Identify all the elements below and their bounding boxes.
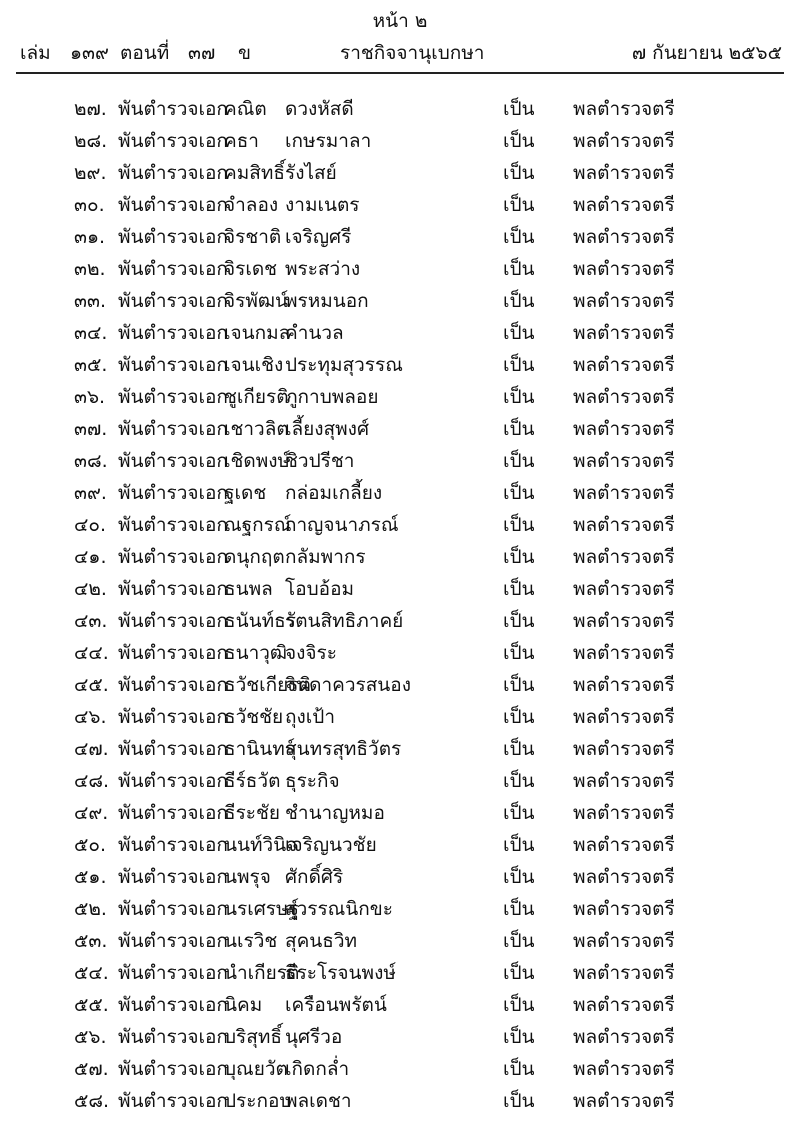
new-rank: พลตำรวจตรี bbox=[573, 514, 675, 536]
current-rank: พันตำรวจเอก bbox=[118, 1026, 228, 1048]
new-rank: พลตำรวจตรี bbox=[573, 994, 675, 1016]
connector-word: เป็น bbox=[503, 514, 535, 536]
first-name: ธวัชชัย bbox=[224, 706, 284, 728]
item-number: ๓๕. bbox=[74, 354, 108, 376]
list-item bbox=[0, 668, 800, 700]
list-item bbox=[0, 508, 800, 540]
volume-label: เล่ม bbox=[20, 42, 51, 64]
item-number: ๕๑. bbox=[74, 866, 107, 888]
current-rank: พันตำรวจเอก bbox=[118, 546, 228, 568]
new-rank: พลตำรวจตรี bbox=[573, 482, 675, 504]
part-number: ๓๗ bbox=[188, 42, 216, 64]
list-item bbox=[0, 92, 800, 124]
first-name: คมสิทธิ์ bbox=[224, 162, 285, 184]
first-name: นำเกียรติ bbox=[224, 962, 300, 984]
last-name: โอบอ้อม bbox=[285, 578, 355, 600]
new-rank: พลตำรวจตรี bbox=[573, 130, 675, 152]
volume-number: ๑๓๙ bbox=[70, 42, 109, 64]
last-name: เจริญศรี bbox=[285, 226, 352, 248]
current-rank: พันตำรวจเอก bbox=[118, 322, 228, 344]
gazette-name: ราชกิจจานุเบกษา bbox=[340, 42, 485, 64]
connector-word: เป็น bbox=[503, 98, 535, 120]
connector-word: เป็น bbox=[503, 962, 535, 984]
list-item bbox=[0, 636, 800, 668]
new-rank: พลตำรวจตรี bbox=[573, 162, 675, 184]
new-rank: พลตำรวจตรี bbox=[573, 642, 675, 664]
new-rank: พลตำรวจตรี bbox=[573, 610, 675, 632]
first-name: นรเศรษฐ์ bbox=[224, 898, 299, 920]
last-name: เจริญนวชัย bbox=[285, 834, 377, 856]
list-item bbox=[0, 444, 800, 476]
current-rank: พันตำรวจเอก bbox=[118, 1058, 228, 1080]
last-name: กล่อมเกลี้ยง bbox=[285, 482, 383, 504]
current-rank: พันตำรวจเอก bbox=[118, 226, 228, 248]
connector-word: เป็น bbox=[503, 386, 535, 408]
list-item bbox=[0, 796, 800, 828]
item-number: ๓๒. bbox=[74, 258, 106, 280]
new-rank: พลตำรวจตรี bbox=[573, 930, 675, 952]
last-name: รังไสย์ bbox=[285, 162, 337, 184]
new-rank: พลตำรวจตรี bbox=[573, 226, 675, 248]
new-rank: พลตำรวจตรี bbox=[573, 706, 675, 728]
connector-word: เป็น bbox=[503, 1026, 535, 1048]
item-number: ๔๓. bbox=[74, 610, 108, 632]
connector-word: เป็น bbox=[503, 1090, 535, 1112]
new-rank: พลตำรวจตรี bbox=[573, 98, 675, 120]
connector-word: เป็น bbox=[503, 130, 535, 152]
item-number: ๔๙. bbox=[74, 802, 109, 824]
new-rank: พลตำรวจตรี bbox=[573, 194, 675, 216]
item-number: ๕๖. bbox=[74, 1026, 107, 1048]
first-name: ณฐกรณ์ bbox=[224, 514, 292, 536]
item-number: ๓๑. bbox=[74, 226, 106, 248]
first-name: ฐเดช bbox=[224, 482, 267, 504]
first-name: จิรชาติ bbox=[224, 226, 282, 248]
item-number: ๔๖. bbox=[74, 706, 107, 728]
current-rank: พันตำรวจเอก bbox=[118, 674, 228, 696]
current-rank: พันตำรวจเอก bbox=[118, 802, 228, 824]
last-name: กาญจนาภรณ์ bbox=[285, 514, 399, 536]
list-item bbox=[0, 220, 800, 252]
last-name: ธุระกิจ bbox=[285, 770, 340, 792]
new-rank: พลตำรวจตรี bbox=[573, 802, 675, 824]
first-name: ธีระชัย bbox=[224, 802, 281, 824]
list-item bbox=[0, 540, 800, 572]
list-item bbox=[0, 988, 800, 1020]
new-rank: พลตำรวจตรี bbox=[573, 450, 675, 472]
current-rank: พันตำรวจเอก bbox=[118, 386, 228, 408]
current-rank: พันตำรวจเอก bbox=[118, 642, 228, 664]
connector-word: เป็น bbox=[503, 610, 535, 632]
connector-word: เป็น bbox=[503, 482, 535, 504]
current-rank: พันตำรวจเอก bbox=[118, 898, 228, 920]
last-name: ธีระโรจนพงษ์ bbox=[285, 962, 396, 984]
first-name: ธนพล bbox=[224, 578, 273, 600]
connector-word: เป็น bbox=[503, 834, 535, 856]
list-item bbox=[0, 252, 800, 284]
item-number: ๓๓. bbox=[74, 290, 107, 312]
item-number: ๔๒. bbox=[74, 578, 107, 600]
new-rank: พลตำรวจตรี bbox=[573, 322, 675, 344]
item-number: ๓๖. bbox=[74, 386, 106, 408]
new-rank: พลตำรวจตรี bbox=[573, 1026, 675, 1048]
part-label: ตอนที่ bbox=[120, 42, 170, 64]
current-rank: พันตำรวจเอก bbox=[118, 706, 228, 728]
item-number: ๕๔. bbox=[74, 962, 109, 984]
new-rank: พลตำรวจตรี bbox=[573, 770, 675, 792]
item-number: ๕๐. bbox=[74, 834, 107, 856]
connector-word: เป็น bbox=[503, 290, 535, 312]
first-name: ธนันท์ธร bbox=[224, 610, 296, 632]
last-name: ชิวปรีชา bbox=[285, 450, 355, 472]
last-name: ประทุมสุวรรณ bbox=[285, 354, 403, 376]
item-number: ๔๘. bbox=[74, 770, 110, 792]
connector-word: เป็น bbox=[503, 866, 535, 888]
new-rank: พลตำรวจตรี bbox=[573, 354, 675, 376]
new-rank: พลตำรวจตรี bbox=[573, 1090, 675, 1112]
last-name: สุวรรณนิกขะ bbox=[285, 898, 393, 920]
current-rank: พันตำรวจเอก bbox=[118, 98, 228, 120]
current-rank: พันตำรวจเอก bbox=[118, 770, 228, 792]
list-item bbox=[0, 860, 800, 892]
current-rank: พันตำรวจเอก bbox=[118, 834, 228, 856]
new-rank: พลตำรวจตรี bbox=[573, 578, 675, 600]
publication-date: ๗ กันยายน ๒๕๖๕ bbox=[631, 42, 782, 64]
first-name: บุณยวัต bbox=[224, 1058, 288, 1080]
promotion-list bbox=[0, 92, 800, 1116]
current-rank: พันตำรวจเอก bbox=[118, 290, 228, 312]
last-name: ชำนาญหมอ bbox=[285, 802, 385, 824]
list-item bbox=[0, 156, 800, 188]
current-rank: พันตำรวจเอก bbox=[118, 130, 228, 152]
last-name: สุนทรสุทธิวัตร bbox=[285, 738, 402, 760]
list-item bbox=[0, 316, 800, 348]
list-item bbox=[0, 572, 800, 604]
last-name: สุคนธวิท bbox=[285, 930, 358, 952]
current-rank: พันตำรวจเอก bbox=[118, 354, 228, 376]
item-number: ๒๙. bbox=[74, 162, 107, 184]
current-rank: พันตำรวจเอก bbox=[118, 578, 228, 600]
connector-word: เป็น bbox=[503, 706, 535, 728]
last-name: ภูกาบพลอย bbox=[285, 386, 379, 408]
first-name: เชาวลิต bbox=[224, 418, 289, 440]
section-letter: ข bbox=[238, 42, 251, 64]
item-number: ๔๑. bbox=[74, 546, 107, 568]
first-name: นิคม bbox=[224, 994, 263, 1016]
item-number: ๔๗. bbox=[74, 738, 109, 760]
current-rank: พันตำรวจเอก bbox=[118, 866, 228, 888]
first-name: ธวัชเกียรติ bbox=[224, 674, 311, 696]
list-item bbox=[0, 348, 800, 380]
last-name: ศักดิ์ศิริ bbox=[285, 866, 344, 888]
connector-word: เป็น bbox=[503, 738, 535, 760]
last-name: คำนวล bbox=[285, 322, 344, 344]
last-name: พรหมนอก bbox=[285, 290, 369, 312]
first-name: ธนาวุฒิ bbox=[224, 642, 288, 664]
list-item bbox=[0, 1020, 800, 1052]
item-number: ๓๘. bbox=[74, 450, 108, 472]
list-item bbox=[0, 956, 800, 988]
current-rank: พันตำรวจเอก bbox=[118, 930, 228, 952]
connector-word: เป็น bbox=[503, 1058, 535, 1080]
first-name: ธีร์ธวัต bbox=[224, 770, 281, 792]
new-rank: พลตำรวจตรี bbox=[573, 290, 675, 312]
connector-word: เป็น bbox=[503, 802, 535, 824]
connector-word: เป็น bbox=[503, 642, 535, 664]
last-name: พลเดชา bbox=[285, 1090, 352, 1112]
last-name: นุศรีวอ bbox=[285, 1026, 343, 1048]
list-item bbox=[0, 1052, 800, 1084]
first-name: เจนเชิง bbox=[224, 354, 284, 376]
current-rank: พันตำรวจเอก bbox=[118, 162, 228, 184]
connector-word: เป็น bbox=[503, 258, 535, 280]
list-item bbox=[0, 604, 800, 636]
last-name: จินดาควรสนอง bbox=[285, 674, 411, 696]
connector-word: เป็น bbox=[503, 450, 535, 472]
first-name: คธา bbox=[224, 130, 259, 152]
new-rank: พลตำรวจตรี bbox=[573, 674, 675, 696]
connector-word: เป็น bbox=[503, 226, 535, 248]
item-number: ๓๔. bbox=[74, 322, 108, 344]
item-number: ๕๒. bbox=[74, 898, 107, 920]
connector-word: เป็น bbox=[503, 930, 535, 952]
first-name: นนท์วินิจ bbox=[224, 834, 298, 856]
last-name: พระสว่าง bbox=[285, 258, 361, 280]
page-number: หน้า ๒ bbox=[372, 10, 428, 32]
first-name: ดนุกฤต bbox=[224, 546, 285, 568]
list-item bbox=[0, 892, 800, 924]
new-rank: พลตำรวจตรี bbox=[573, 546, 675, 568]
last-name: กลัมพากร bbox=[285, 546, 366, 568]
new-rank: พลตำรวจตรี bbox=[573, 738, 675, 760]
header-divider bbox=[16, 72, 784, 74]
list-item bbox=[0, 284, 800, 316]
current-rank: พันตำรวจเอก bbox=[118, 1090, 228, 1112]
list-item bbox=[0, 380, 800, 412]
first-name: ธานินทร์ bbox=[224, 738, 295, 760]
current-rank: พันตำรวจเอก bbox=[118, 194, 228, 216]
current-rank: พันตำรวจเอก bbox=[118, 514, 228, 536]
new-rank: พลตำรวจตรี bbox=[573, 898, 675, 920]
current-rank: พันตำรวจเอก bbox=[118, 962, 228, 984]
item-number: ๕๓. bbox=[74, 930, 108, 952]
connector-word: เป็น bbox=[503, 994, 535, 1016]
first-name: นเรวิช bbox=[224, 930, 278, 952]
list-item bbox=[0, 732, 800, 764]
connector-word: เป็น bbox=[503, 162, 535, 184]
list-item bbox=[0, 764, 800, 796]
list-item bbox=[0, 124, 800, 156]
first-name: คณิต bbox=[224, 98, 267, 120]
last-name: ถุงเป้า bbox=[285, 706, 336, 728]
first-name: จิรเดช bbox=[224, 258, 278, 280]
new-rank: พลตำรวจตรี bbox=[573, 866, 675, 888]
first-name: จำลอง bbox=[224, 194, 279, 216]
current-rank: พันตำรวจเอก bbox=[118, 610, 228, 632]
last-name: เครือนพรัตน์ bbox=[285, 994, 387, 1016]
connector-word: เป็น bbox=[503, 674, 535, 696]
first-name: นพรุจ bbox=[224, 866, 271, 888]
last-name: เกษรมาลา bbox=[285, 130, 372, 152]
connector-word: เป็น bbox=[503, 354, 535, 376]
new-rank: พลตำรวจตรี bbox=[573, 834, 675, 856]
item-number: ๔๕. bbox=[74, 674, 109, 696]
new-rank: พลตำรวจตรี bbox=[573, 258, 675, 280]
list-item bbox=[0, 1084, 800, 1116]
list-item bbox=[0, 924, 800, 956]
first-name: เชิดพงษ์ bbox=[224, 450, 291, 472]
list-item bbox=[0, 188, 800, 220]
new-rank: พลตำรวจตรี bbox=[573, 418, 675, 440]
new-rank: พลตำรวจตรี bbox=[573, 962, 675, 984]
connector-word: เป็น bbox=[503, 770, 535, 792]
first-name: ชูเกียรติ bbox=[224, 386, 289, 408]
item-number: ๓๙. bbox=[74, 482, 107, 504]
connector-word: เป็น bbox=[503, 578, 535, 600]
item-number: ๓๗. bbox=[74, 418, 108, 440]
last-name: ดวงหัสดี bbox=[285, 98, 354, 120]
first-name: จิรพัฒน์ bbox=[224, 290, 289, 312]
last-name: งามเนตร bbox=[285, 194, 360, 216]
list-item bbox=[0, 412, 800, 444]
last-name: รัตนสิทธิภาคย์ bbox=[285, 610, 404, 632]
list-item bbox=[0, 476, 800, 508]
new-rank: พลตำรวจตรี bbox=[573, 386, 675, 408]
item-number: ๕๕. bbox=[74, 994, 109, 1016]
list-item bbox=[0, 700, 800, 732]
item-number: ๔๔. bbox=[74, 642, 109, 664]
connector-word: เป็น bbox=[503, 546, 535, 568]
connector-word: เป็น bbox=[503, 898, 535, 920]
item-number: ๒๘. bbox=[74, 130, 108, 152]
connector-word: เป็น bbox=[503, 418, 535, 440]
current-rank: พันตำรวจเอก bbox=[118, 994, 228, 1016]
item-number: ๕๗. bbox=[74, 1058, 109, 1080]
current-rank: พันตำรวจเอก bbox=[118, 258, 228, 280]
last-name: จงจิระ bbox=[285, 642, 337, 664]
gazette-header bbox=[0, 38, 800, 68]
current-rank: พันตำรวจเอก bbox=[118, 482, 228, 504]
last-name: เกิดกล่ำ bbox=[285, 1058, 350, 1080]
new-rank: พลตำรวจตรี bbox=[573, 1058, 675, 1080]
connector-word: เป็น bbox=[503, 322, 535, 344]
list-item bbox=[0, 828, 800, 860]
first-name: บริสุทธิ์ bbox=[224, 1026, 282, 1048]
first-name: เจนกมล bbox=[224, 322, 291, 344]
connector-word: เป็น bbox=[503, 194, 535, 216]
item-number: ๕๘. bbox=[74, 1090, 110, 1112]
item-number: ๓๐. bbox=[74, 194, 105, 216]
item-number: ๔๐. bbox=[74, 514, 107, 536]
current-rank: พันตำรวจเอก bbox=[118, 738, 228, 760]
first-name: ประกอบ bbox=[224, 1090, 292, 1112]
last-name: เลี้ยงสุพงศ์ bbox=[285, 418, 370, 440]
current-rank: พันตำรวจเอก bbox=[118, 450, 228, 472]
item-number: ๒๗. bbox=[74, 98, 107, 120]
current-rank: พันตำรวจเอก bbox=[118, 418, 228, 440]
